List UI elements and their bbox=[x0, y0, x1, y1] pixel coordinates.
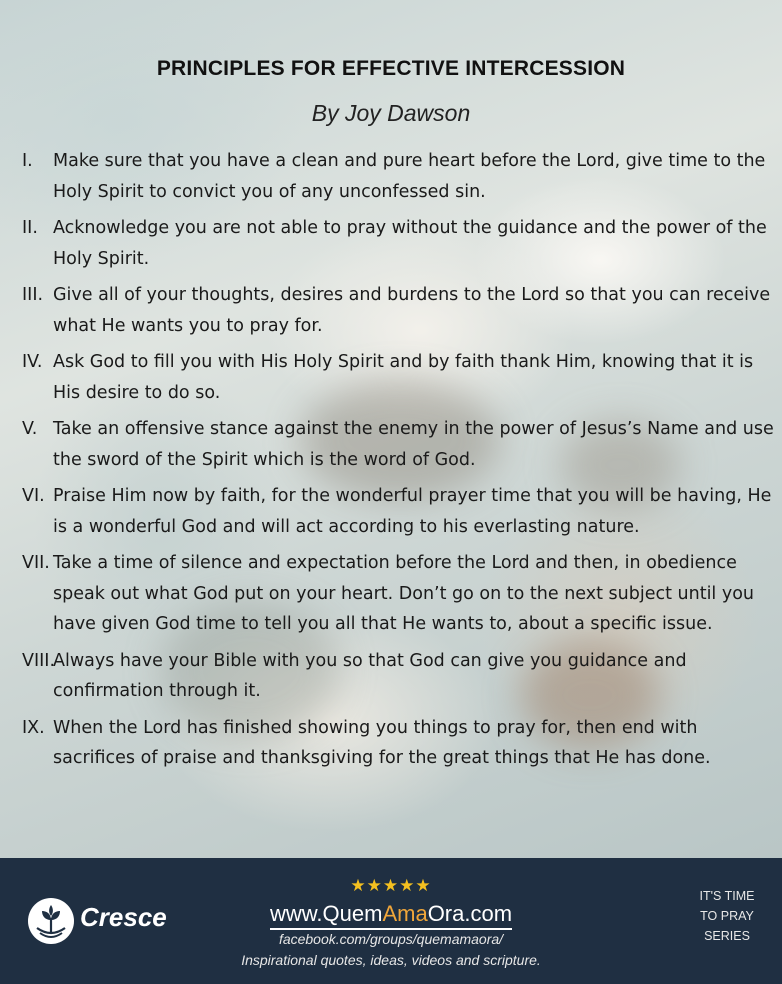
logo-wordmark: Cresce bbox=[80, 902, 167, 932]
item-text: Make sure that you have a clean and pure heart before the Lord, give time to the Holy Spirit to convict you of any unconfessed sin. bbox=[53, 151, 766, 202]
item-text: Take a time of silence and expectation before the Lord and then, in obedience speak out what God put on your heart. Don’t go on to the next subject until you have given God time to tell you all that He wants to, about a specific issue. bbox=[53, 553, 755, 634]
website-link[interactable] bbox=[0, 901, 782, 930]
item-text: Praise Him now by faith, for the wonderful prayer time that you will be having, He is a wonderful God and will act according to his everlasting nature. bbox=[53, 486, 772, 537]
facebook-link[interactable]: facebook.com/groups/quemamaora/ bbox=[278, 931, 504, 947]
page-title: PRINCIPLES FOR EFFECTIVE INTERCESSION bbox=[156, 57, 626, 80]
list-item bbox=[22, 646, 778, 707]
site-part-highlight: Ama bbox=[382, 901, 428, 926]
item-text: When the Lord has finished showing you things to pray for, then end with sacrifices of praise and thanksgiving for the great things that He has done. bbox=[53, 717, 711, 768]
item-text: Always have your Bible with you so that God can give you guidance and confirmation through it. bbox=[53, 650, 687, 701]
site-part-1: www.Quem bbox=[269, 901, 383, 926]
principles-list bbox=[22, 146, 778, 780]
list-item bbox=[22, 280, 778, 341]
item-number: V. bbox=[22, 419, 38, 439]
list-item bbox=[22, 414, 778, 475]
list-item bbox=[22, 146, 778, 207]
footer-bar bbox=[0, 858, 782, 984]
item-number: II. bbox=[22, 218, 38, 238]
item-number: IV. bbox=[22, 352, 43, 372]
rating-stars-icon: ★★★★★ bbox=[350, 876, 432, 896]
item-number: IX. bbox=[22, 717, 45, 738]
item-number: III. bbox=[22, 285, 44, 305]
list-item bbox=[22, 347, 778, 408]
series-line: SERIES bbox=[704, 929, 750, 943]
series-label bbox=[684, 886, 770, 946]
series-line: IT'S TIME bbox=[699, 889, 755, 903]
item-number: VII. bbox=[22, 553, 50, 573]
site-part-2: Ora.com bbox=[427, 901, 513, 926]
item-number: VI. bbox=[22, 486, 45, 506]
item-text: Take an offensive stance against the enemy in the power of Jesus’s Name and use the sword of the Spirit which is the word of God. bbox=[53, 419, 774, 470]
series-line: TO PRAY bbox=[700, 909, 754, 923]
list-item bbox=[22, 713, 778, 774]
item-text: Ask God to fill you with His Holy Spirit and by faith thank Him, knowing that it is His desire to do so. bbox=[53, 352, 754, 403]
list-item bbox=[22, 481, 778, 542]
author-line: By Joy Dawson bbox=[311, 100, 471, 126]
list-item bbox=[22, 548, 778, 640]
item-number: I. bbox=[22, 151, 33, 171]
list-item bbox=[22, 213, 778, 274]
tagline: Inspirational quotes, ideas, videos and scripture. bbox=[241, 952, 541, 968]
item-text: Acknowledge you are not able to pray without the guidance and the power of the Holy Spirit. bbox=[53, 218, 767, 269]
item-text: Give all of your thoughts, desires and burdens to the Lord so that you can receive what He wants you to pray for. bbox=[53, 285, 771, 336]
item-number: VIII. bbox=[22, 650, 56, 671]
